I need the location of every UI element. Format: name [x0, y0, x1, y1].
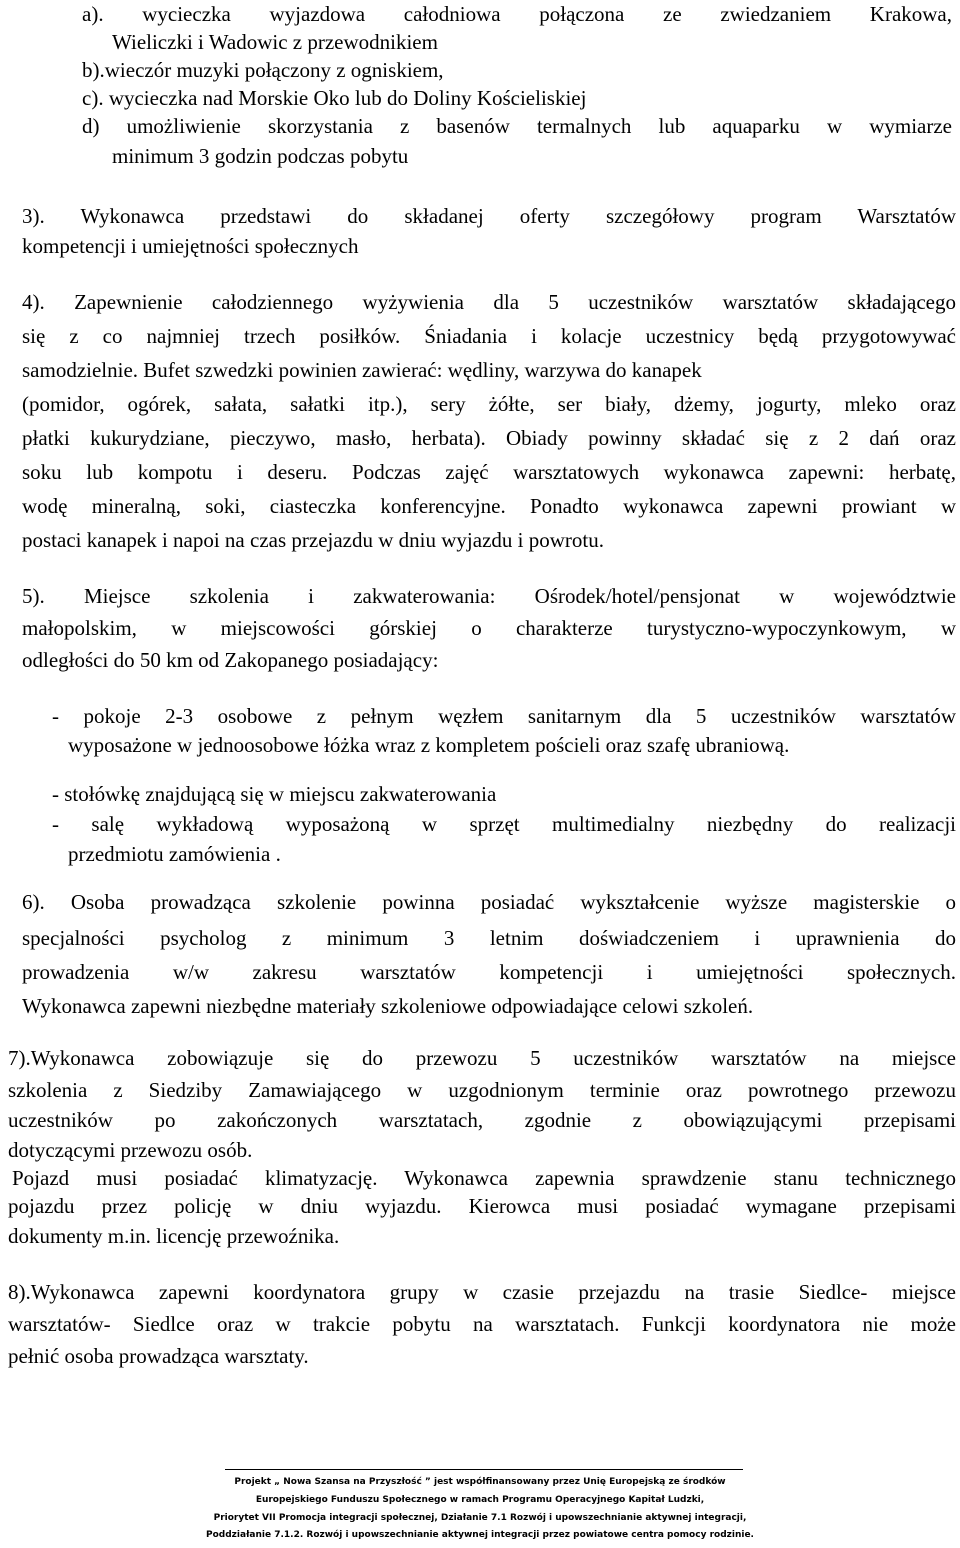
text-line: Wykonawca zapewni niezbędne materiały szkoleniowe odpowiadające celowi szkoleń.: [22, 994, 754, 1018]
text-line: samodzielnie. Bufet szwedzki powinien zawierać: wędliny, warzywa do kanapek: [22, 358, 702, 382]
text-line: postaci kanapek i napoi na czas przejazdu w dniu wyjazdu i powrotu.: [22, 528, 604, 552]
text-line: dokumenty m.in. licencję przewoźnika.: [8, 1224, 340, 1248]
text-line: uczestników po zakończonych warsztatach, zgodnie z obowiązującymi przepisami: [8, 1108, 956, 1132]
text-line: soku lub kompotu i deseru. Podczas zajęć warsztatowych wykonawca zapewni: herbatę,: [22, 460, 956, 484]
text-line: b).wieczór muzyki połączony z ogniskiem,: [82, 58, 444, 82]
text-line: c). wycieczka nad Morskie Oko lub do Doliny Kościeliskiej: [82, 86, 587, 110]
text-line: płatki kukurydziane, pieczywo, masło, herbata). Obiady powinny składać się z 2 dań oraz: [22, 426, 956, 450]
text-line: minimum 3 godzin podczas pobytu: [112, 144, 409, 168]
list-item-continuation: przedmiotu zamówienia .: [68, 842, 281, 866]
text-line: 4). Zapewnienie całodziennego wyżywienia dla 5 uczestników warsztatów składającego: [22, 290, 956, 314]
text-line: prowadzenia w/w zakresu warsztatów kompetencji i umiejętności społecznych.: [22, 960, 956, 984]
text-line: się z co najmniej trzech posiłków. Śniadania i kolacje uczestnicy będą przygotowywać: [22, 324, 956, 348]
text-line: Pojazd musi posiadać klimatyzację. Wykonawca zapewnia sprawdzenie stanu technicznego: [12, 1166, 956, 1190]
footer-line: Priorytet VII Promocja integracji społecznej, Działanie 7.1 Rozwój i upowszechnianie aktywnej integracji,: [213, 1513, 747, 1523]
text-line: odległości do 50 km od Zakopanego posiadający:: [22, 648, 439, 672]
text-line: 8).Wykonawca zapewni koordynatora grupy w czasie przejazdu na trasie Siedlce- miejsce: [8, 1280, 956, 1304]
text-line: dotyczącymi przewozu osób.: [8, 1138, 253, 1162]
text-line: małopolskim, w miejscowości górskiej o charakterze turystyczno-wypoczynkowym, w: [22, 616, 956, 640]
text-line: 3). Wykonawca przedstawi do składanej oferty szczegółowy program Warsztatów: [22, 204, 956, 228]
text-line: szkolenia z Siedziby Zamawiającego w uzgodnionym terminie oraz powrotnego przewozu: [8, 1078, 956, 1102]
list-item: - salę wykładową wyposażoną w sprzęt multimedialny niezbędny do realizacji: [52, 812, 956, 836]
list-item: - stołówkę znajdującą się w miejscu zakwaterowania: [52, 782, 497, 806]
text-line: a). wycieczka wyjazdowa całodniowa połączona ze zwiedzaniem Krakowa,: [82, 2, 952, 26]
text-line: wodę mineralną, soki, ciasteczka konferencyjne. Ponadto wykonawca zapewni prowiant w: [22, 494, 956, 518]
footer-divider: [225, 1469, 743, 1470]
footer-line: Poddziałanie 7.1.2. Rozwój i upowszechnianie aktywnej integracji przez powiatowe centra pomocy rodzinie.: [206, 1530, 754, 1540]
text-line: 6). Osoba prowadząca szkolenie powinna posiadać wykształcenie wyższe magisterskie o: [22, 890, 956, 914]
text-line: warsztatów- Siedlce oraz w trakcie pobytu na warsztatach. Funkcji koordynatora nie może: [8, 1312, 956, 1336]
footer-line: Projekt „ Nowa Szansa na Przyszłość ” jest współfinansowany przez Unię Europejską ze środków: [234, 1477, 726, 1487]
text-line: pełnić osoba prowadząca warsztaty.: [8, 1344, 309, 1368]
text-line: d) umożliwienie skorzystania z basenów termalnych lub aquaparku w wymiarze: [82, 114, 952, 138]
text-line: specjalności psycholog z minimum 3 letnim doświadczeniem i uprawnienia do: [22, 926, 956, 950]
text-line: 7).Wykonawca zobowiązuje się do przewozu 5 uczestników warsztatów na miejsce: [8, 1046, 956, 1070]
text-line: kompetencji i umiejętności społecznych: [22, 234, 359, 258]
list-item: - pokoje 2-3 osobowe z pełnym węzłem sanitarnym dla 5 uczestników warsztatów: [52, 704, 956, 728]
text-line: pojazdu przez policję w dniu wyjazdu. Kierowca musi posiadać wymagane przepisami: [8, 1194, 956, 1218]
list-item-continuation: wyposażone w jednoosobowe łóżka wraz z kompletem pościeli oraz szafę ubraniową.: [68, 733, 790, 757]
footer-line: Europejskiego Funduszu Społecznego w ramach Programu Operacyjnego Kapitał Ludzki,: [255, 1495, 705, 1505]
text-line: (pomidor, ogórek, sałata, sałatki itp.), sery żółte, ser biały, dżemy, jogurty, mleko oraz: [22, 392, 956, 416]
text-line: Wieliczki i Wadowic z przewodnikiem: [112, 30, 438, 54]
text-line: 5). Miejsce szkolenia i zakwaterowania: Ośrodek/hotel/pensjonat w województwie: [22, 584, 956, 608]
